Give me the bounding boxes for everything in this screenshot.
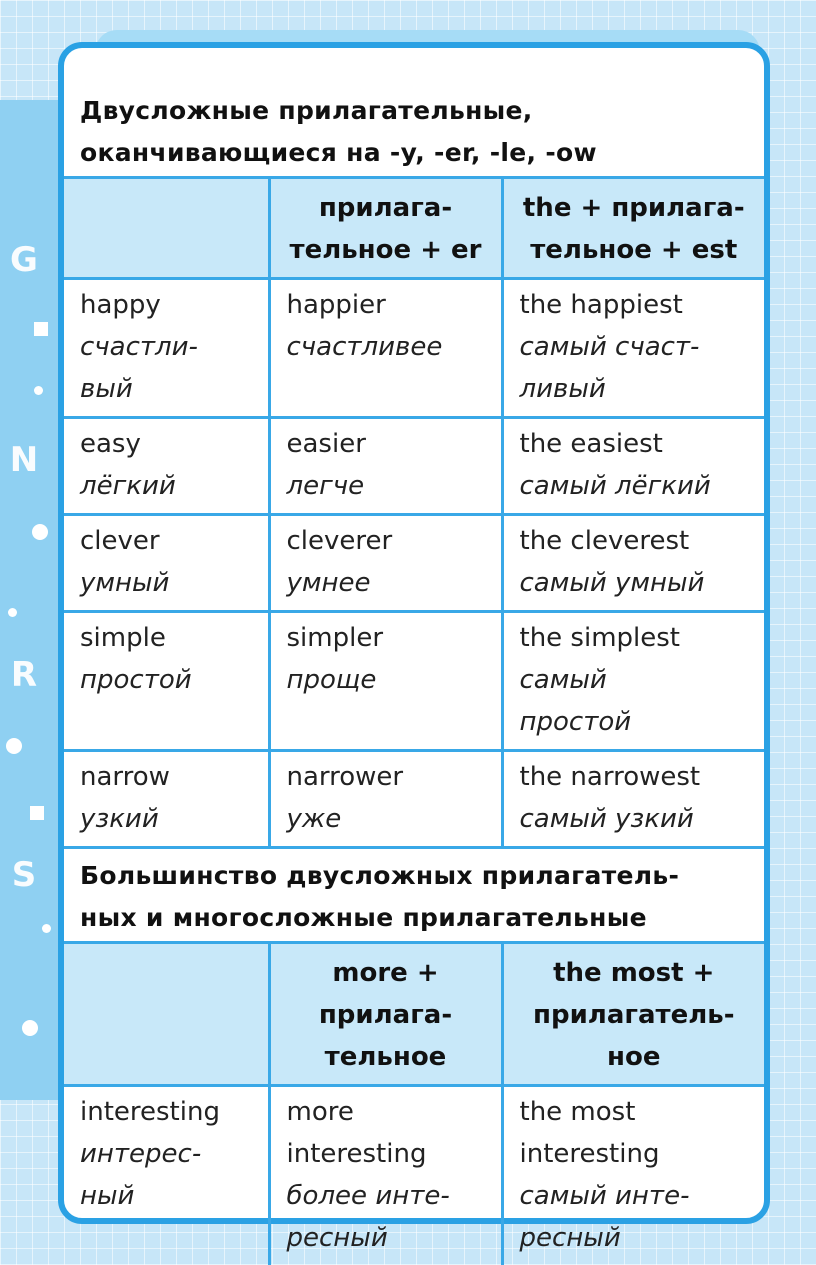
section-title-row — [64, 48, 764, 178]
table-row — [64, 612, 764, 751]
comparative-cell — [269, 751, 502, 848]
header-cell-comparative — [269, 178, 502, 279]
table-row — [64, 515, 764, 612]
header-line: прилагатель- — [510, 994, 759, 1036]
comparative-translation: счастливее — [287, 326, 489, 368]
side-letter-g: G — [4, 240, 44, 280]
superlative-word: the simplest — [520, 617, 753, 659]
side-letter-r: R — [4, 655, 44, 695]
section-title-line: Двусложные прилагательные, — [80, 90, 748, 132]
superlative-translation: самый лёгкий — [520, 465, 753, 507]
superlative-cell — [502, 751, 764, 848]
comparative-word: easier — [287, 423, 489, 465]
decorative-side-strip — [0, 100, 58, 1100]
decorative-dot — [34, 386, 43, 395]
comparative-word: narrower — [287, 756, 489, 798]
superlative-translation: самый счаст- ливый — [520, 326, 753, 410]
base-translation: интерес- ный — [80, 1133, 256, 1217]
base-word: narrow — [80, 756, 256, 798]
section-title-row — [64, 848, 764, 943]
header-cell-superlative — [502, 178, 764, 279]
comparative-word: more interesting — [287, 1091, 489, 1175]
decorative-dot — [22, 1020, 38, 1036]
header-line: more + — [277, 952, 495, 994]
header-line: the most + — [510, 952, 759, 994]
header-line: прилага- — [277, 994, 495, 1036]
header-line: тельное + est — [510, 229, 759, 271]
comparative-translation: проще — [287, 659, 489, 701]
section-title-line: Большинство двусложных прилагатель- — [80, 855, 748, 897]
header-cell-empty — [64, 943, 269, 1086]
header-cell-comparative — [269, 943, 502, 1086]
base-word: clever — [80, 520, 256, 562]
decorative-dot — [8, 608, 17, 617]
comparative-cell — [269, 1086, 502, 1265]
side-letter-n: N — [4, 440, 44, 480]
base-word: simple — [80, 617, 256, 659]
superlative-word: the easiest — [520, 423, 753, 465]
superlative-cell — [502, 418, 764, 515]
superlative-cell — [502, 279, 764, 418]
superlative-translation: самый умный — [520, 562, 753, 604]
superlative-word: the cleverest — [520, 520, 753, 562]
comparative-cell — [269, 418, 502, 515]
comparative-cell — [269, 515, 502, 612]
section-title — [64, 48, 764, 178]
superlative-translation: самый простой — [520, 659, 753, 743]
comparative-cell — [269, 612, 502, 751]
superlative-cell — [502, 1086, 764, 1265]
base-translation: лёгкий — [80, 465, 256, 507]
base-cell — [64, 515, 269, 612]
base-cell — [64, 751, 269, 848]
base-translation: узкий — [80, 798, 256, 840]
table-row — [64, 418, 764, 515]
base-cell — [64, 418, 269, 515]
base-word: easy — [80, 423, 256, 465]
comparative-cell — [269, 279, 502, 418]
decorative-square — [34, 322, 48, 336]
table-row — [64, 751, 764, 848]
header-line: ное — [510, 1036, 759, 1078]
decorative-dot — [6, 738, 22, 754]
superlative-translation: самый инте- ресный — [520, 1175, 753, 1259]
comparative-word: cleverer — [287, 520, 489, 562]
base-word: happy — [80, 284, 256, 326]
side-letter-s: S — [4, 855, 44, 895]
header-cell-empty — [64, 178, 269, 279]
superlative-translation: самый узкий — [520, 798, 753, 840]
comparative-word: happier — [287, 284, 489, 326]
base-translation: простой — [80, 659, 256, 701]
comparative-translation: легче — [287, 465, 489, 507]
decorative-dot — [32, 524, 48, 540]
adjective-comparison-table — [64, 48, 764, 1265]
superlative-word: the narrowest — [520, 756, 753, 798]
superlative-cell — [502, 612, 764, 751]
table-row — [64, 279, 764, 418]
grammar-card — [58, 42, 770, 1224]
header-line: прилага- — [277, 187, 495, 229]
comparative-word: simpler — [287, 617, 489, 659]
table-header-row — [64, 943, 764, 1086]
table-row — [64, 1086, 764, 1265]
comparative-translation: более инте- ресный — [287, 1175, 489, 1259]
table-header-row — [64, 178, 764, 279]
section-title-line: ных и многосложные прилагательные — [80, 897, 748, 939]
decorative-square — [30, 806, 44, 820]
base-cell — [64, 279, 269, 418]
superlative-word: the most interesting — [520, 1091, 753, 1175]
header-line: тельное + er — [277, 229, 495, 271]
base-translation: умный — [80, 562, 256, 604]
header-line: тельное — [277, 1036, 495, 1078]
superlative-word: the happiest — [520, 284, 753, 326]
header-cell-superlative — [502, 943, 764, 1086]
section-title-line: оканчивающиеся на -y, -er, -le, -ow — [80, 132, 748, 174]
decorative-dot — [42, 924, 51, 933]
comparative-translation: уже — [287, 798, 489, 840]
header-line: the + прилага- — [510, 187, 759, 229]
comparative-translation: умнее — [287, 562, 489, 604]
base-word: interesting — [80, 1091, 256, 1133]
base-translation: счастли- вый — [80, 326, 256, 410]
section-title — [64, 848, 764, 943]
base-cell — [64, 1086, 269, 1265]
base-cell — [64, 612, 269, 751]
superlative-cell — [502, 515, 764, 612]
